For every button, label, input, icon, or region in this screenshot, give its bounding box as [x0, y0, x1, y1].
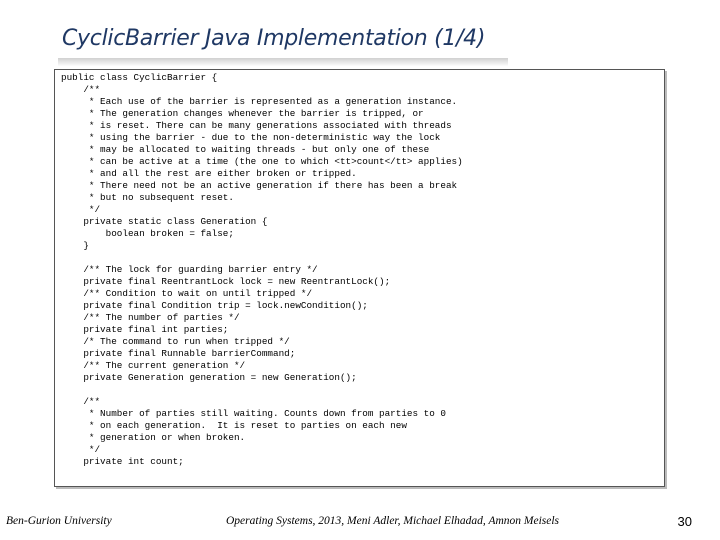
code-listing-box: [54, 69, 665, 487]
slide-title: CyclicBarrier Java Implementation (1/4): [62, 26, 486, 51]
footer-course-credits: Operating Systems, 2013, Meni Adler, Michael Elhadad, Amnon Meisels: [226, 515, 560, 527]
page-number: 30: [677, 514, 692, 529]
title-underline-shadow: [58, 58, 508, 66]
code-listing: public class CyclicBarrier { /** * Each use of the barrier is represented as a generation instance. * The generation changes whenever the barrier is tripped, or * is reset. There can be many generations associated with threads * using the barrier - due to the non-deterministic way the lock * may be allocated to waiting threads - but only one of these * can be active at a time (the one to which <tt>count</tt> applies) * and all the rest are either broken or tripped. * There need not be an active generation if there has been a break * but no subsequent reset. */ private static class Generation { boolean broken = false; } /** The lock for guarding barrier entry */ private final ReentrantLock lock = new ReentrantLock(); /** Condition to wait on until tripped */ private final Condition trip = lock.newCondition(); /** The number of parties */ private final int parties; /* The command to run when tripped */ private final Runnable barrierCommand; /** The current generation */ private Generation generation = new Generation(); /** * Number of parties still waiting. Counts down from parties to 0 * on each generation. It is reset to parties on each new * generation or when broken. */ private int count;: [61, 72, 463, 467]
footer-university: Ben-Gurion University: [6, 515, 112, 527]
